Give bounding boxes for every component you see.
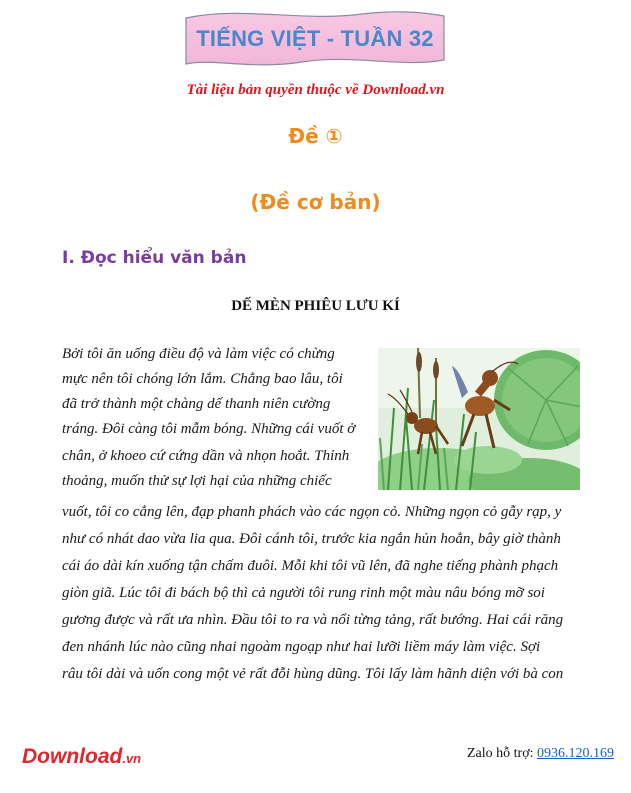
- section-heading: I. Đọc hiểu văn bản: [62, 248, 247, 268]
- story-line: đen nhánh lúc nào cũng nhai ngoàm ngoạp như hai lưỡi liềm máy làm việc. Sợi: [62, 639, 541, 655]
- copyright-notice: Tài liệu bản quyền thuộc về Download.vn: [186, 82, 445, 98]
- story-line: râu tôi dài và uốn cong một vẻ rất đỗi hùng dũng. Tôi lấy làm hãnh diện với bà con: [62, 666, 564, 682]
- exam-title: Đề ①: [288, 124, 343, 148]
- story-line: thoảng, muốn thử sự lợi hại của những chiếc: [62, 473, 332, 489]
- title-banner: [182, 8, 448, 70]
- story-line: tráng. Đôi càng tôi mẫm bóng. Những cái vuốt ở: [62, 421, 356, 437]
- story-line: cái áo dài kín xuống tận chấm đuôi. Mỗi khi tôi vũ lên, đã nghe tiếng phành phạch: [62, 558, 559, 574]
- story-title: DẾ MÈN PHIÊU LƯU KÍ: [231, 298, 400, 314]
- story-line: giòn giã. Lúc tôi đi bách bộ thì cả người tôi rung rinh một màu nâu bóng mỡ soi: [62, 585, 545, 601]
- banner-title: TIẾNG VIỆT - TUẦN 32: [196, 26, 434, 51]
- download-logo[interactable]: [22, 745, 141, 769]
- zalo-label: Zalo hỗ trợ:: [467, 746, 537, 761]
- story-line: đã trở thành một chàng dế thanh niên cường: [62, 396, 331, 412]
- exam-subtitle: (Đề cơ bản): [250, 190, 381, 214]
- story-line: Bởi tôi ăn uống điều độ và làm việc có chừng: [62, 346, 335, 362]
- story-line: chân, ở khoeo cứ cứng dần và nhọn hoắt. Thỉnh: [62, 448, 350, 464]
- story-line: mực nên tôi chóng lớn lắm. Chẳng bao lâu, tôi: [62, 371, 343, 387]
- logo-suffix: .vn: [122, 751, 142, 766]
- cricket-illustration: [378, 348, 580, 490]
- story-line: như có nhát dao vừa lia qua. Đôi cánh tôi, trước kia ngắn hủn hoẳn, bây giờ thành: [62, 531, 561, 547]
- zalo-support: [467, 746, 614, 762]
- logo-main: Download: [22, 745, 123, 768]
- story-line: vuốt, tôi co cẳng lên, đạp phanh phách vào các ngọn cỏ. Những ngọn cỏ gẫy rạp, y: [62, 504, 562, 520]
- story-line: gương được và rất ưa nhìn. Đầu tôi to ra và nổi từng tảng, rất bướng. Hai cái răng: [62, 612, 564, 628]
- zalo-phone-link[interactable]: 0936.120.169: [537, 746, 614, 761]
